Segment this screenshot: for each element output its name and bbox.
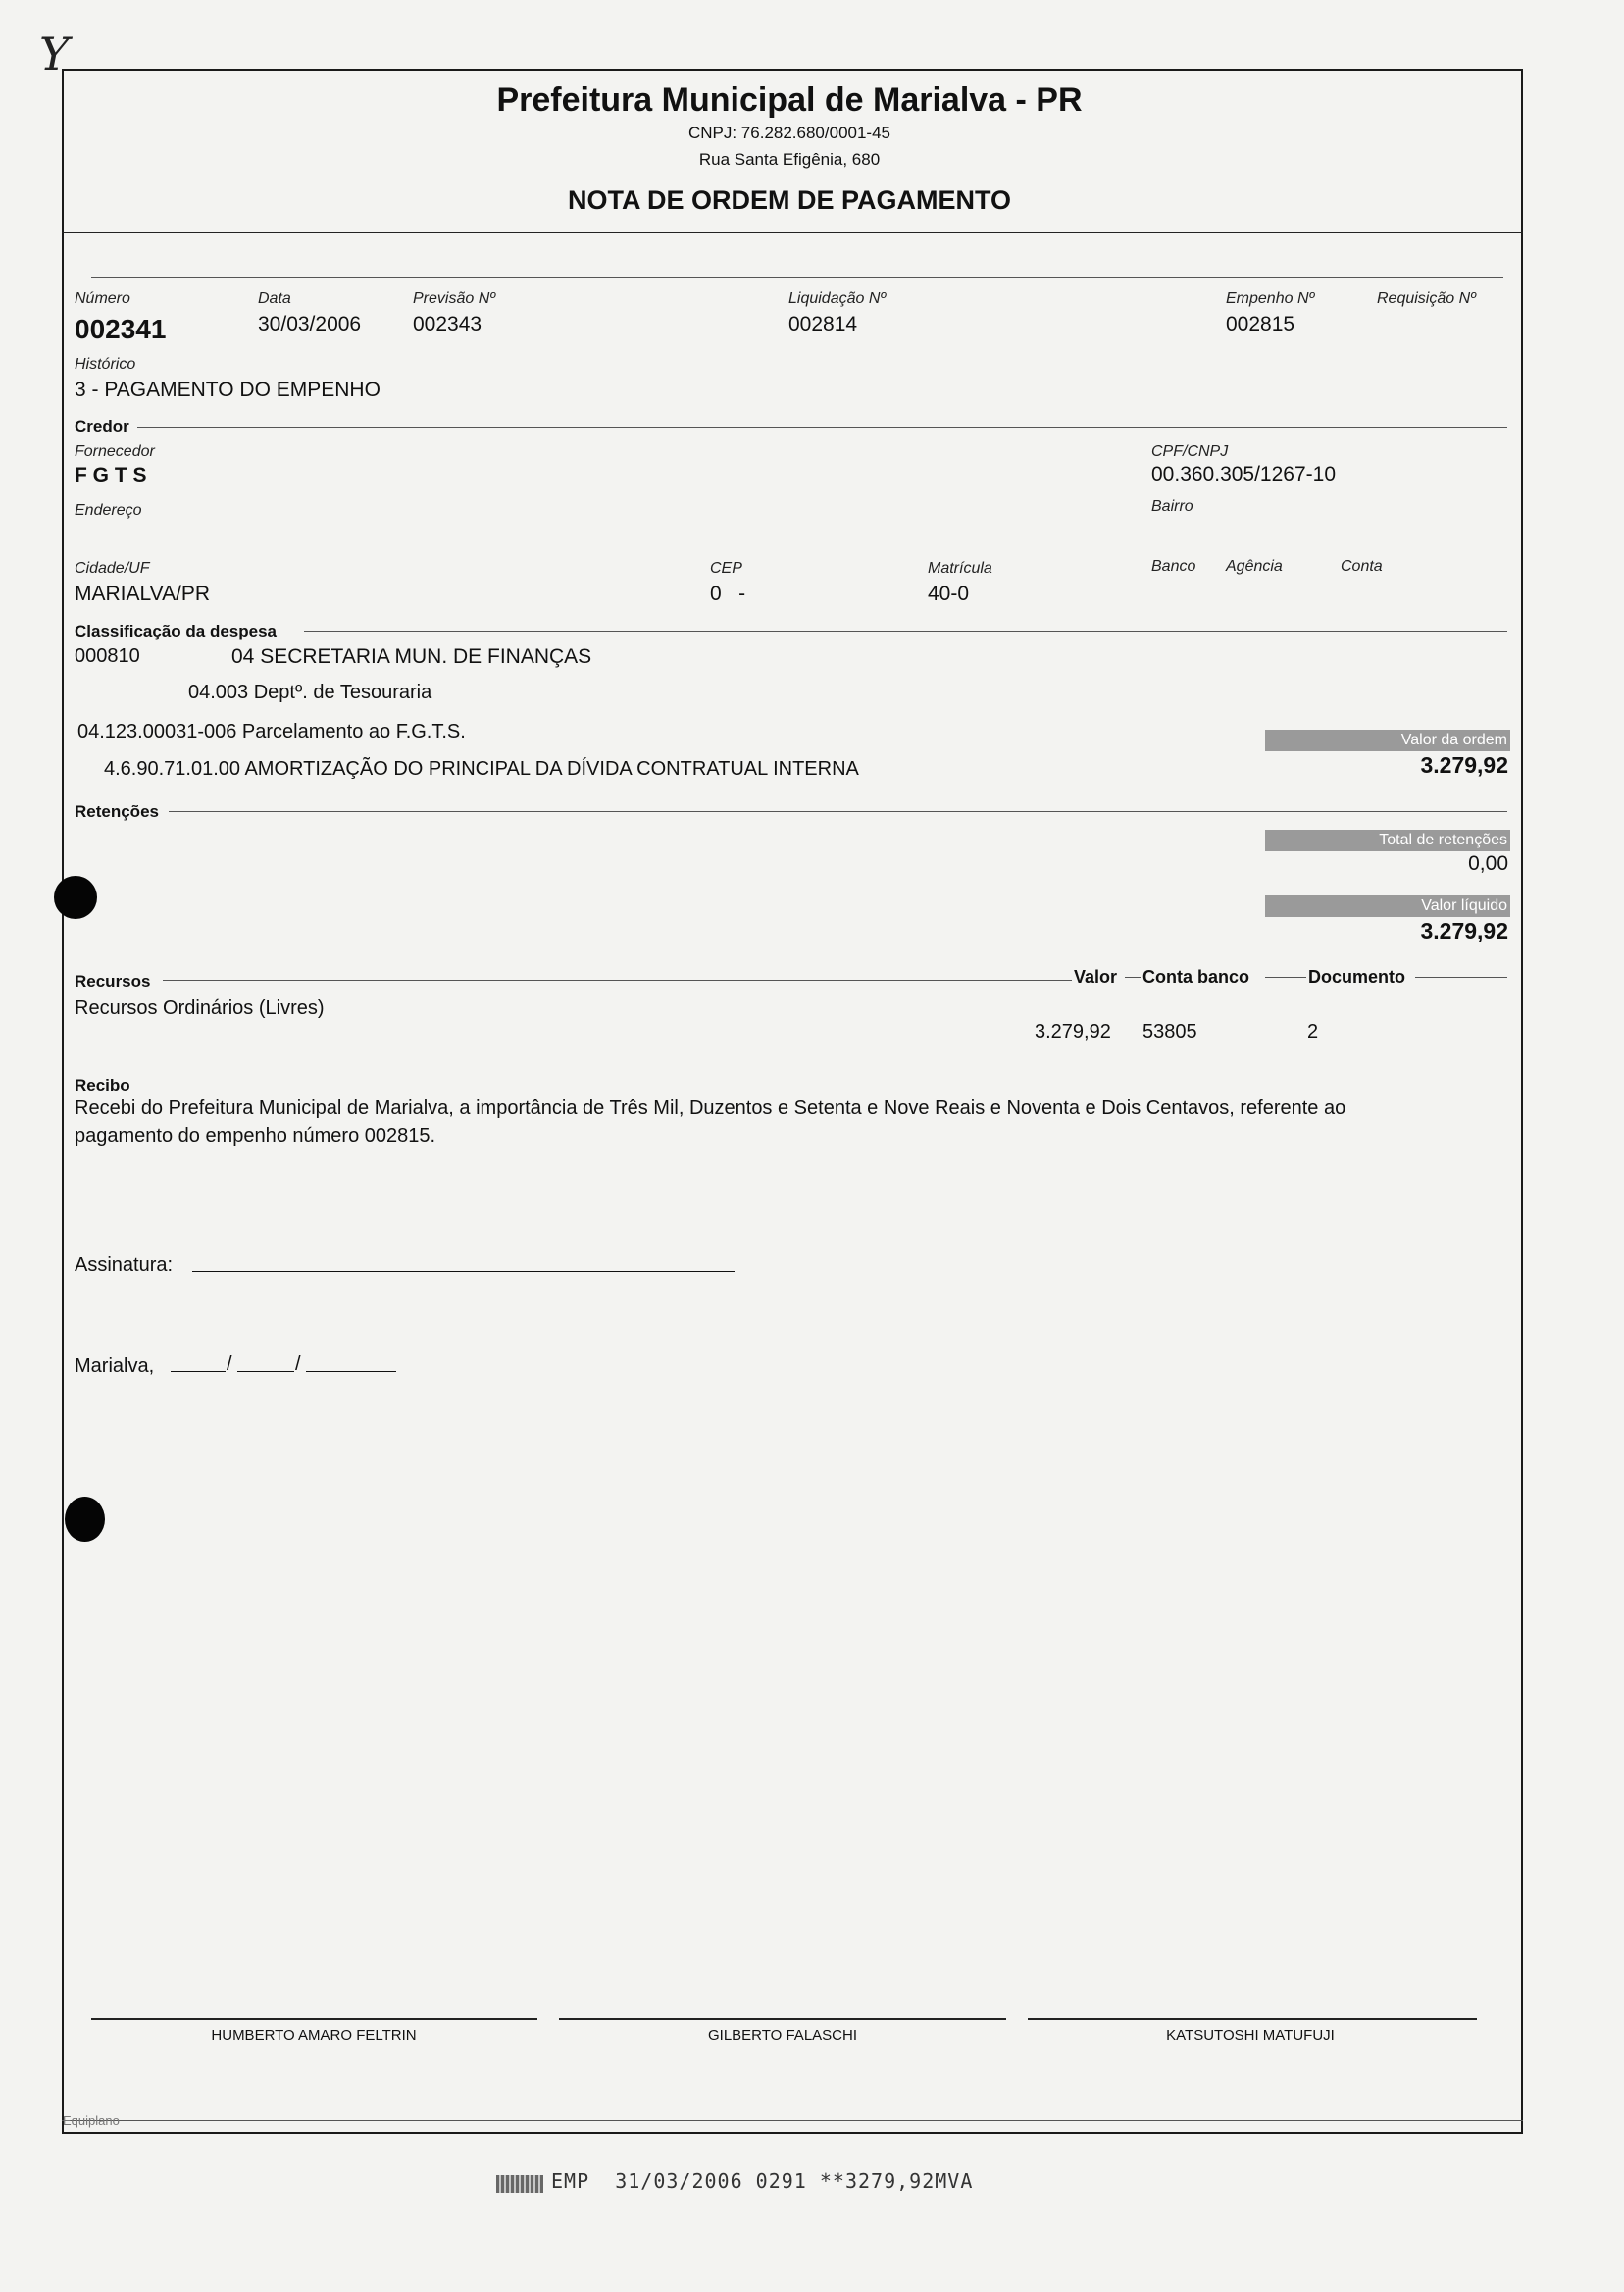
fornecedor-label: Fornecedor	[75, 443, 155, 460]
cpf-value: 00.360.305/1267-10	[1151, 463, 1337, 485]
cep-value: 0 -	[710, 583, 746, 605]
liquidacao-value: 002814	[788, 313, 858, 335]
conta-label: Conta	[1341, 558, 1383, 575]
total-retencoes-value: 0,00	[1468, 852, 1508, 875]
requisicao-label: Requisição Nº	[1377, 290, 1476, 307]
recursos-divider-c	[1265, 977, 1306, 978]
valor-ordem-label: Valor da ordem	[1265, 730, 1510, 751]
date-slash-1: /	[227, 1353, 232, 1375]
header-title: NOTA DE ORDEM DE PAGAMENTO	[567, 185, 1011, 215]
data-value: 30/03/2006	[258, 313, 362, 335]
cidade-label: Cidade/UF	[75, 560, 150, 577]
recursos-name: Recursos Ordinários (Livres)	[75, 997, 325, 1019]
valor-liquido-label: Valor líquido	[1265, 895, 1510, 917]
recursos-conta-header: Conta banco	[1142, 967, 1250, 987]
empenho-value: 002815	[1226, 313, 1295, 335]
liquidacao-label: Liquidação Nº	[788, 290, 887, 307]
recibo-section-title: Recibo	[75, 1076, 130, 1095]
bairro-label: Bairro	[1151, 498, 1193, 515]
header-divider	[62, 232, 1523, 233]
historico-value: 3 - PAGAMENTO DO EMPENHO	[75, 379, 381, 401]
signature-name-1: HUMBERTO AMARO FELTRIN	[211, 2027, 417, 2044]
recursos-divider-a	[163, 980, 1072, 981]
recursos-divider-b	[1125, 977, 1141, 978]
classificacao-section-title: Classificação da despesa	[75, 622, 278, 640]
empenho-label: Empenho Nº	[1226, 290, 1315, 307]
classificacao-programa: 04.123.00031-006 Parcelamento ao F.G.T.S.	[77, 721, 466, 742]
punch-hole-top	[54, 876, 97, 919]
classificacao-unidade: 04.003 Deptº. de Tesouraria	[188, 682, 432, 703]
retencoes-divider	[169, 811, 1507, 812]
recursos-conta: 53805	[1142, 1021, 1197, 1043]
matricula-label: Matrícula	[928, 560, 992, 577]
classificacao-divider	[304, 631, 1507, 632]
assinatura-line[interactable]	[192, 1271, 735, 1272]
data-label: Data	[258, 290, 291, 307]
valor-liquido-value: 3.279,92	[1420, 918, 1508, 943]
classificacao-elemento: 4.6.90.71.01.00 AMORTIZAÇÃO DO PRINCIPAL DA DÍVIDA CONTRATUAL INTERNA	[104, 758, 859, 780]
local-data-label: Marialva,	[75, 1355, 155, 1377]
retencoes-section-title: Retenções	[75, 802, 159, 821]
date-month-line[interactable]	[237, 1371, 294, 1372]
date-year-line[interactable]	[306, 1371, 396, 1372]
cep-label: CEP	[710, 560, 742, 577]
recibo-text-line2: pagamento do empenho número 002815.	[75, 1125, 436, 1146]
date-day-line[interactable]	[171, 1371, 226, 1372]
signature-name-2: GILBERTO FALASCHI	[708, 2027, 857, 2044]
header-org-name: Prefeitura Municipal de Marialva - PR	[496, 81, 1083, 119]
header-cnpj: CNPJ: 76.282.680/0001-45	[687, 124, 891, 142]
date-slash-2: /	[295, 1353, 301, 1375]
valor-ordem-value: 3.279,92	[1420, 752, 1508, 778]
recursos-documento-header: Documento	[1308, 967, 1405, 987]
stamp-icon	[496, 2175, 543, 2193]
corner-mark: Y	[39, 27, 70, 80]
fornecedor-value: F G T S	[75, 464, 147, 486]
numero-value: 002341	[75, 314, 167, 344]
footer-divider	[62, 2120, 1523, 2121]
total-retencoes-label: Total de retenções	[1265, 830, 1510, 851]
top-divider	[91, 277, 1503, 278]
agencia-label: Agência	[1226, 558, 1283, 575]
footer-brand: Equiplano	[63, 2114, 120, 2128]
banco-label: Banco	[1151, 558, 1196, 575]
recursos-divider-d	[1415, 977, 1507, 978]
credor-divider	[137, 427, 1507, 428]
matricula-value: 40-0	[928, 583, 970, 605]
classificacao-code: 000810	[75, 645, 140, 667]
signature-line-2	[559, 2018, 1006, 2020]
classificacao-orgao: 04 SECRETARIA MUN. DE FINANÇAS	[231, 645, 592, 668]
recursos-valor-header: Valor	[1074, 967, 1118, 987]
recursos-valor: 3.279,92	[1035, 1021, 1111, 1043]
signature-name-3: KATSUTOSHI MATUFUJI	[1166, 2027, 1335, 2044]
recursos-section-title: Recursos	[75, 972, 151, 991]
cpf-label: CPF/CNPJ	[1151, 443, 1229, 460]
endereco-label: Endereço	[75, 502, 142, 519]
signature-line-1	[91, 2018, 537, 2020]
recursos-documento: 2	[1307, 1021, 1319, 1043]
previsao-value: 002343	[413, 313, 482, 335]
numero-label: Número	[75, 290, 130, 307]
previsao-label: Previsão Nº	[413, 290, 496, 307]
signature-line-3	[1028, 2018, 1477, 2020]
historico-label: Histórico	[75, 356, 136, 373]
assinatura-label: Assinatura:	[75, 1254, 174, 1276]
credor-section-title: Credor	[75, 417, 129, 435]
stamp-text: EMP 31/03/2006 0291 **3279,92MVA	[551, 2169, 974, 2193]
recibo-text-line1: Recebi do Prefeitura Municipal de Marialva, a importância de Três Mil, Duzentos e Setenta e Nove Reais e Noventa e Dois Centavos, referente ao	[75, 1097, 1346, 1119]
header-address: Rua Santa Efigênia, 680	[698, 150, 881, 169]
cidade-value: MARIALVA/PR	[75, 583, 211, 605]
punch-hole-bottom	[65, 1497, 105, 1542]
